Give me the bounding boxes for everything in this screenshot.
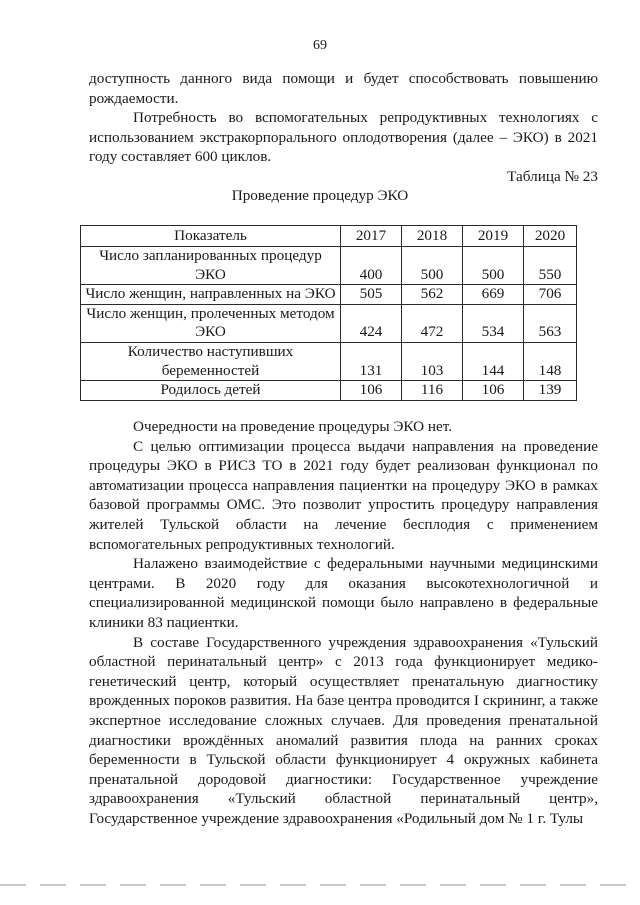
row-label: Число запланированных процедур ЭКО <box>81 247 341 285</box>
paragraph: Очередности на проведение процедуры ЭКО нет. <box>133 418 453 435</box>
table-row <box>81 304 577 342</box>
row-label: Количество наступивших беременностей <box>81 342 341 380</box>
paragraph: В составе Государственного учреждения здравоохранения «Тульский областной перинатальный центр» с 2013 года функционирует медико-генетический центр, который осуществляет пренатальную диагностику врожденных пороков развития. На базе центра проводится I скрининг, а также экспертное исследование сложных случаев. Для проведения пренатальной диагностики врождённых аномалий развития плода на ранних сроках беременности в Тульской области функционирует 4 окружных кабинета пренатальной дородовой диагностики: Государственное учреждение здравоохранения «Тульский областной перинатальный центр», Государственное учреждение здравоохранения «Родильный дом № 1 г. Тулы <box>89 633 598 827</box>
header-2018: 2018 <box>402 226 463 247</box>
cell-value: 562 <box>402 285 463 305</box>
header-indicator: Показатель <box>81 226 341 247</box>
cell-value: 706 <box>524 285 577 305</box>
intro-text <box>89 69 598 167</box>
scan-edge-line <box>0 884 640 886</box>
cell-value: 148 <box>524 342 577 380</box>
cell-value: 472 <box>402 304 463 342</box>
table-header-row <box>81 226 577 247</box>
header-2020: 2020 <box>524 226 577 247</box>
row-label: Родилось детей <box>81 381 341 401</box>
cell-value: 106 <box>463 381 524 401</box>
cell-value: 144 <box>463 342 524 380</box>
cell-value: 500 <box>402 247 463 285</box>
cell-value: 103 <box>402 342 463 380</box>
page-number: 69 <box>313 38 327 53</box>
cell-value: 131 <box>341 342 402 380</box>
header-2019: 2019 <box>463 226 524 247</box>
cell-value: 563 <box>524 304 577 342</box>
table-row <box>81 381 577 401</box>
cell-value: 550 <box>524 247 577 285</box>
paragraph: С целью оптимизации процесса выдачи направления на проведение процедуры ЭКО в РИСЗ ТО в 2021 году будет реализован функционал по автоматизации процесса направления пациентки на процедуру ЭКО в рамках базовой программы ОМС. Это позволит упростить процедуру направления жителей Тульской области на лечение бесплодия с применением вспомогательных репродуктивных технологий. <box>89 437 598 553</box>
eco-procedures-table <box>80 225 577 401</box>
paragraph: доступность данного вида помощи и будет способствовать повышению рождаемости. <box>89 70 598 107</box>
cell-value: 534 <box>463 304 524 342</box>
table-row <box>81 247 577 285</box>
row-label: Число женщин, пролеченных методом ЭКО <box>81 304 341 342</box>
header-2017: 2017 <box>341 226 402 247</box>
cell-value: 400 <box>341 247 402 285</box>
cell-value: 116 <box>402 381 463 401</box>
table-row <box>81 285 577 305</box>
cell-value: 139 <box>524 381 577 401</box>
table-number: Таблица № 23 <box>507 168 598 185</box>
table-title: Проведение процедур ЭКО <box>231 187 409 204</box>
table-row <box>81 342 577 380</box>
row-label: Число женщин, направленных на ЭКО <box>81 285 341 305</box>
cell-value: 505 <box>341 285 402 305</box>
cell-value: 500 <box>463 247 524 285</box>
cell-value: 106 <box>341 381 402 401</box>
cell-value: 669 <box>463 285 524 305</box>
cell-value: 424 <box>341 304 402 342</box>
paragraph: Налажено взаимодействие с федеральными научными медицинскими центрами. В 2020 году для оказания высокотехнологичной и специализированной медицинской помощи было направлено в федеральные клиники 83 пациентки. <box>89 555 598 631</box>
body-text <box>89 417 598 828</box>
paragraph: Потребность во вспомогательных репродуктивных технологиях с использованием экстракорпорального оплодотворения (далее – ЭКО) в 2021 году составляет 600 циклов. <box>89 109 598 166</box>
